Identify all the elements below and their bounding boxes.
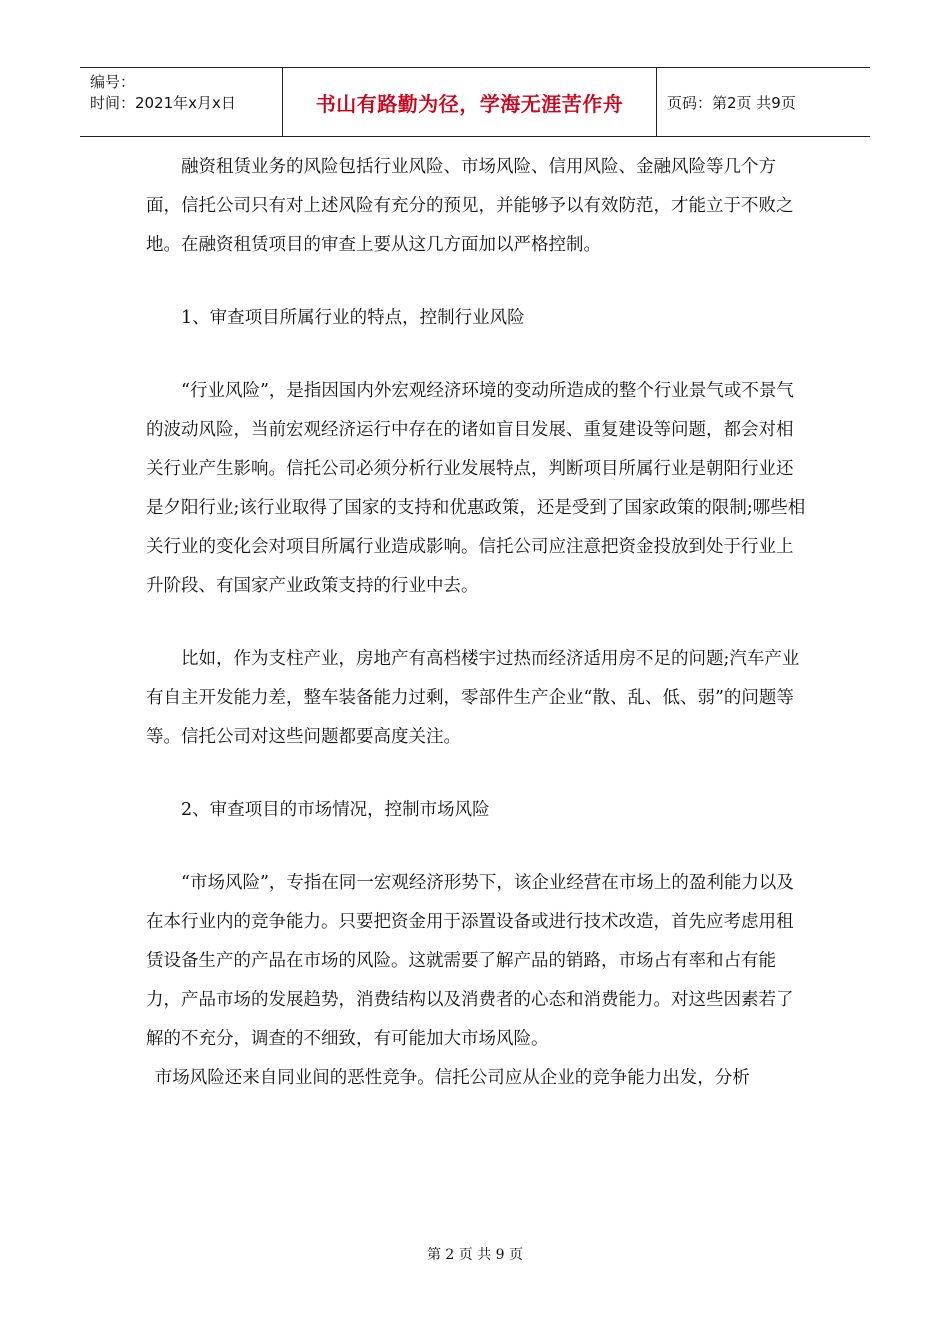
section-heading-1: 1、审查项目所属行业的特点，控制行业风险 — [181, 308, 525, 328]
header-meta — [80, 68, 283, 136]
intro-paragraph: 融资租赁业务的风险包括行业风险、市场风险、信用风险、金融风险等几个方面，信托公司只有对上述风险有充分的预见，并能够予以有效防范，才能立于不败之地。在融资租赁项目的审查上要从这几方面加以严格控制。 — [146, 157, 794, 255]
example-paragraph: 比如，作为支柱产业，房地产有高档楼宇过热而经济适用房不足的问题;汽车产业有自主开发能力差，整车装备能力过剩，零部件生产企业“散、乱、低、弱”的问题等等。信托公司对这些问题都要高度关注。 — [146, 649, 800, 747]
page-footer: 第 2 页 共 9 页 — [426, 1247, 524, 1263]
document-number-label: 编号： — [90, 73, 136, 91]
motto-text: 书山有路勤为径，学海无涯苦作舟 — [315, 91, 624, 116]
section-heading-2: 2、审查项目的市场情况，控制市场风险 — [181, 800, 490, 820]
header-motto-cell — [283, 68, 657, 136]
page-header — [80, 67, 870, 137]
competition-paragraph: 市场风险还来自同业间的恶性竞争。信托公司应从企业的竞争能力出发，分析 — [154, 1068, 750, 1088]
market-risk-paragraph: “市场风险”，专指在同一宏观经济形势下，该企业经营在市场上的盈利能力以及在本行业内的竞争能力。只要把资金用于添置设备或进行技术改造，首先应考虑用租赁设备生产的产品在市场的风险。这就需要了解产品的销路，市场占有率和占有能力，产品市场的发展趋势，消费结构以及消费者的心态和消费能力。对这些因素若了解的不充分，调查的不细致，有可能加大市场风险。 — [146, 873, 794, 1049]
header-page-cell — [657, 68, 870, 136]
document-date-label: 时间：2021年x月x日 — [90, 94, 236, 112]
document-body — [146, 148, 806, 1098]
industry-risk-paragraph: “行业风险”，是指因国内外宏观经济环境的变动所造成的整个行业景气或不景气的波动风险，当前宏观经济运行中存在的诸如盲目发展、重复建设等问题，都会对相关行业产生影响。信托公司必须分析行业发展特点，判断项目所属行业是朝阳行业还是夕阳行业;该行业取得了国家的支持和优惠政策，还是受到了国家政策的限制;哪些相关行业的变化会对项目所属行业造成影响。信托公司应注意把资金投放到处于行业上升阶段、有国家产业政策支持的行业中去。 — [146, 381, 806, 596]
header-page-number: 页码：第2页 共9页 — [667, 93, 796, 112]
